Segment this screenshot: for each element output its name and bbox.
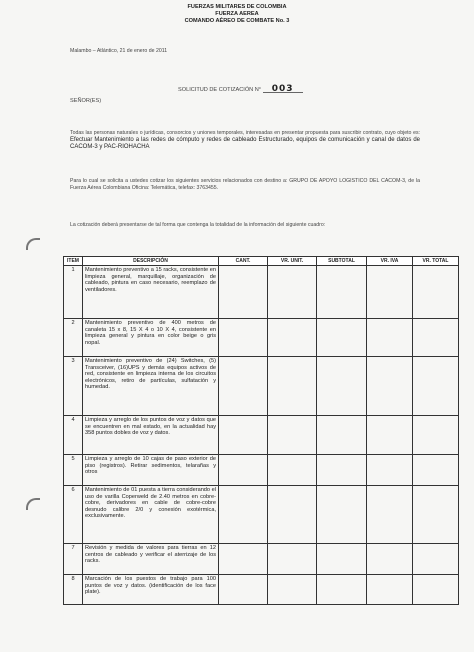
cell-empty xyxy=(413,357,459,416)
document-header xyxy=(0,4,474,25)
cell-empty xyxy=(317,319,367,357)
item-description: Limpieza y arreglo de 10 cajas de paso exterior de piso (registros). Retirar sedimentos, telarañas y otros xyxy=(83,455,219,486)
cell-empty xyxy=(413,319,459,357)
item-number: 1 xyxy=(64,266,83,319)
cell-empty xyxy=(219,416,268,455)
intro-text: Todas las personas naturales o jurídicas, consorcios y uniones temporales, interesadas en presentar propuesta para suscribir contrato, cuyo objeto es: xyxy=(70,130,420,136)
col-vr-unit: VR. UNIT. xyxy=(268,257,317,266)
cell-empty xyxy=(268,455,317,486)
header-line-2: FUERZA AEREA xyxy=(215,11,259,17)
item-description: Mantenimiento preventivo de (24) Switches, (5) Transceiver, (16)UPS y demás equipos activos de red, consistente en limpieza interna de los circuitos electrónicos, retiro de partículas, sulfatación y humedad. xyxy=(83,357,219,416)
item-description: Mantenimiento preventivo a 15 racks, consistente en limpieza general, marquillaje, organización de cableado, pintura en caso necesario, reemplazo de ventiladores. xyxy=(83,266,219,319)
cell-empty xyxy=(268,416,317,455)
item-number: 2 xyxy=(64,319,83,357)
cell-empty xyxy=(317,575,367,605)
cell-empty xyxy=(367,575,413,605)
cell-empty xyxy=(219,455,268,486)
item-number: 5 xyxy=(64,455,83,486)
cell-empty xyxy=(413,455,459,486)
cell-empty xyxy=(219,357,268,416)
table-row xyxy=(64,416,459,455)
senores-label: SEÑOR(ES) xyxy=(70,98,102,104)
cell-empty xyxy=(413,416,459,455)
cell-empty xyxy=(367,544,413,575)
col-item: ITEM xyxy=(64,257,83,266)
cell-empty xyxy=(413,486,459,544)
cell-empty xyxy=(317,266,367,319)
header-line-3: COMANDO AÉREO DE COMBATE No. 3 xyxy=(184,18,290,24)
cell-empty xyxy=(219,266,268,319)
cell-empty xyxy=(413,544,459,575)
cell-empty xyxy=(268,575,317,605)
cell-empty xyxy=(268,544,317,575)
item-description: Mantenimiento preventivo de 400 metros de canaleta 15 x 8, 15 X 4 o 10 X 4, consistente en limpieza general y pintura en color beige o gris nopal. xyxy=(83,319,219,357)
col-subtotal: SUBTOTAL xyxy=(317,257,367,266)
binder-hole-mark xyxy=(26,498,40,510)
cell-empty xyxy=(219,486,268,544)
col-description: DESCRIPCIÓN xyxy=(83,257,219,266)
cell-empty xyxy=(367,319,413,357)
quote-instruction: La cotización deberá presentarse de tal forma que contenga la totalidad de la información del siguiente cuadro: xyxy=(70,222,326,228)
cell-empty xyxy=(367,357,413,416)
cell-empty xyxy=(413,266,459,319)
col-vr-iva: VR. IVA xyxy=(367,257,413,266)
place-date: Malambo – Atlántico, 21 de enero de 2011 xyxy=(70,48,168,54)
cell-empty xyxy=(219,544,268,575)
item-number: 4 xyxy=(64,416,83,455)
cell-empty xyxy=(268,357,317,416)
table-row xyxy=(64,357,459,416)
cell-empty xyxy=(367,486,413,544)
item-number: 8 xyxy=(64,575,83,605)
item-description: Limpieza y arreglo de los puntos de voz y datos que se encuentren en mal estado, en la actualidad hay 358 puntos dobles de voz y datos. xyxy=(83,416,219,455)
intro-object: Efectuar Mantenimiento a las redes de cómputo y redes de cableado Estructurado, equipos de comunicación y canal de datos de CACOM-3 y PAC-RIOHACHA xyxy=(70,136,420,150)
cell-empty xyxy=(268,266,317,319)
solicitud-label: SOLICITUD DE COTIZACIÓN N° xyxy=(178,87,262,93)
table-row xyxy=(64,455,459,486)
quote-table xyxy=(63,256,459,605)
cell-empty xyxy=(317,357,367,416)
col-cant: CANT. xyxy=(219,257,268,266)
cell-empty xyxy=(317,416,367,455)
cell-empty xyxy=(219,575,268,605)
item-number: 7 xyxy=(64,544,83,575)
cell-empty xyxy=(317,544,367,575)
item-description: Mantenimiento de 01 puesta a tierra considerando el uso de varilla Coperweld de 2.40 metros en cobre-cobre, derivadores en cable de cobre-cobre desnudo calibre 2/0 y conexión exotérmica, exclusivamente. xyxy=(83,486,219,544)
table-row xyxy=(64,575,459,605)
item-number: 3 xyxy=(64,357,83,416)
cell-empty xyxy=(413,575,459,605)
table-row xyxy=(64,266,459,319)
item-number: 6 xyxy=(64,486,83,544)
table-row xyxy=(64,486,459,544)
solicitud-line xyxy=(178,84,303,93)
intro-paragraph xyxy=(70,130,420,151)
col-vr-total: VR. TOTAL xyxy=(413,257,459,266)
cell-empty xyxy=(367,455,413,486)
solicitud-number: 003 xyxy=(271,84,294,94)
binder-hole-mark xyxy=(26,238,40,250)
cell-empty xyxy=(367,266,413,319)
cell-empty xyxy=(268,486,317,544)
table-header-row xyxy=(64,257,459,266)
cell-empty xyxy=(268,319,317,357)
table-row xyxy=(64,319,459,357)
header-line-1: FUERZAS MILITARES DE COLOMBIA xyxy=(187,4,287,10)
cell-empty xyxy=(317,455,367,486)
item-description: Marcación de los puestos de trabajo para 100 puntos de voz y datos. (identificación de los face plate). xyxy=(83,575,219,605)
contact-paragraph: Para lo cual se solicita a ustedes cotizar los siguientes servicios relacionados con destino a: GRUPO DE APOYO LOGISTICO DEL CACOM-3, de la Fuerza Aérea Colombiana Oficina: Telemática, telefax: 3763455. xyxy=(70,178,420,191)
item-description: Revisión y medida de valores para tierras en 12 centros de cableado y verificar el aterrizaje de los racks. xyxy=(83,544,219,575)
cell-empty xyxy=(367,416,413,455)
table-row xyxy=(64,544,459,575)
cell-empty xyxy=(317,486,367,544)
cell-empty xyxy=(219,319,268,357)
